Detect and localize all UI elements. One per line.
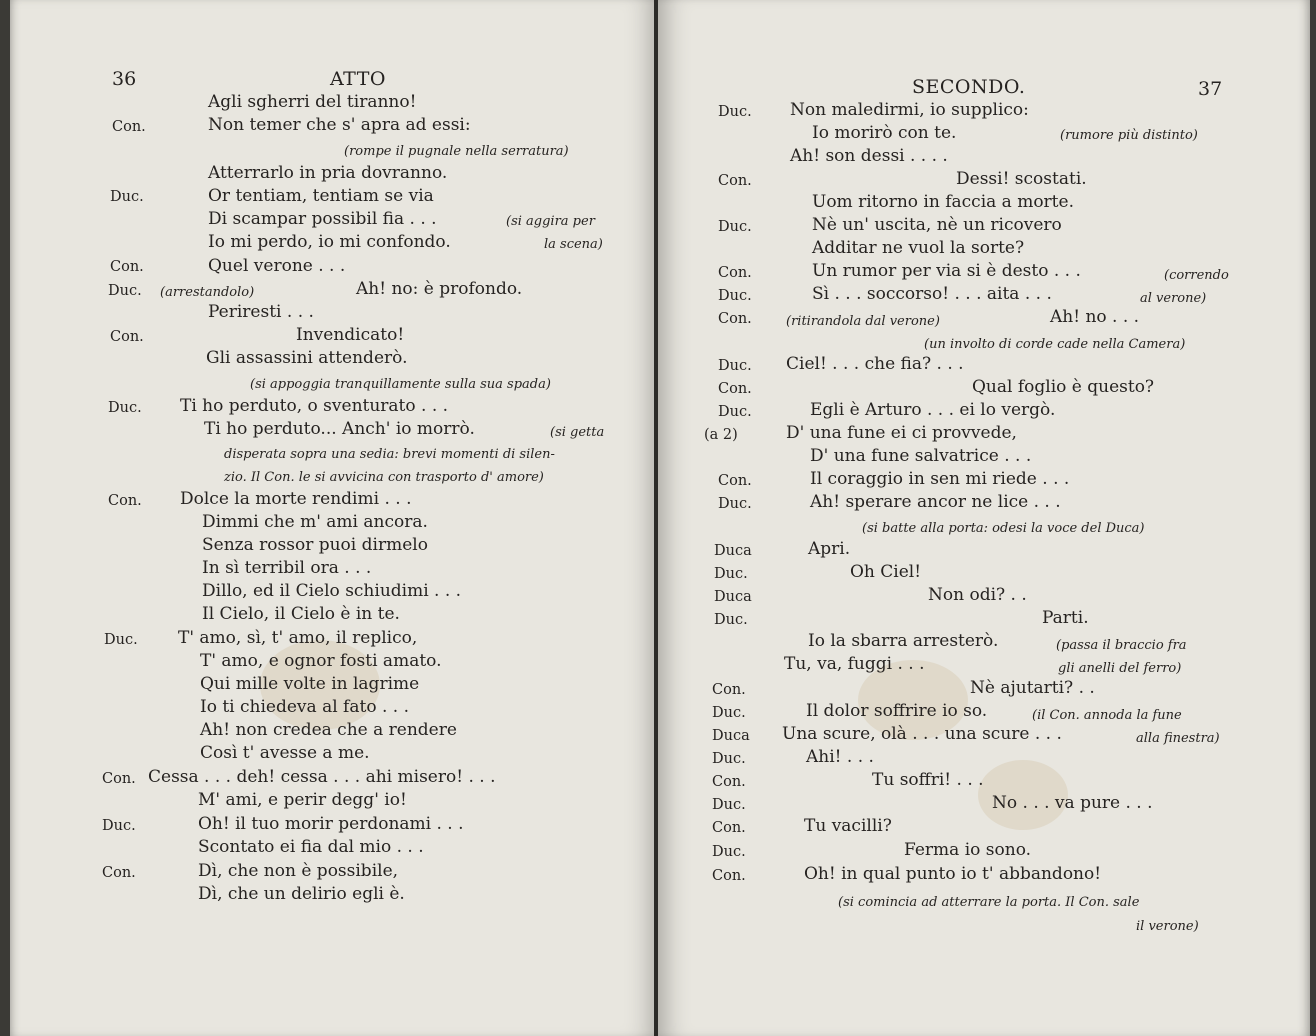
speaker-label: (a 2) (704, 427, 738, 443)
speaker-label: Duc. (712, 844, 746, 860)
line-text: Il Cielo, il Cielo è in te. (202, 604, 400, 624)
line-text: Ah! sperare ancor ne lice . . . (810, 492, 1061, 512)
line-text: Il coraggio in sen mi riede . . . (810, 469, 1070, 489)
speaker-label: Con. (110, 259, 144, 275)
speaker-label: Duc. (104, 632, 138, 648)
speaker-label: Duc. (718, 404, 752, 420)
speaker-label: Con. (718, 381, 752, 397)
speaker-label: Duc. (712, 797, 746, 813)
speaker-label: Duc. (110, 189, 144, 205)
line-text: Or tentiam, tentiam se via (208, 186, 434, 206)
line-text: Io morirò con te. (812, 123, 957, 143)
stage-direction: disperata sopra una sedia: brevi momenti di silen- (224, 447, 555, 462)
line-text: Periresti . . . (208, 302, 314, 322)
speaker-label: Duc. (718, 219, 752, 235)
line-text: No . . . va pure . . . (992, 793, 1153, 813)
stage-direction: (correndo (1164, 268, 1229, 283)
line-text: Dimmi che m' ami ancora. (202, 512, 428, 532)
stage-direction: (un involto di corde cade nella Camera) (924, 337, 1186, 352)
line-text: Cessa . . . deh! cessa . . . ahi misero! . . . (148, 767, 496, 787)
speaker-label: Duca (714, 543, 752, 559)
line-text: Quel verone . . . (208, 256, 346, 276)
line-text: Invendicato! (296, 325, 405, 345)
stage-direction: (si appoggia tranquillamente sulla sua spada) (250, 377, 551, 392)
line-text: Non temer che s' apra ad essi: (208, 115, 471, 135)
stage-direction: (si comincia ad atterrare la porta. Il Con. sale (838, 895, 1140, 910)
line-text: T' amo, e ognor fosti amato. (200, 651, 442, 671)
line-text: Ferma io sono. (904, 840, 1032, 860)
line-text: Oh! il tuo morir perdonami . . . (198, 814, 464, 834)
line-text: In sì terribil ora . . . (202, 558, 372, 578)
line-text: Uom ritorno in faccia a morte. (812, 192, 1074, 212)
line-text: Oh Ciel! (850, 562, 922, 582)
line-text: Apri. (808, 539, 851, 559)
line-text: Ah! son dessi . . . . (790, 146, 948, 166)
line-text: T' amo, sì, t' amo, il replico, (178, 628, 418, 648)
line-text: Agli sgherri del tiranno! (208, 92, 417, 112)
speaker-label: Con. (712, 820, 746, 836)
line-text: Così t' avesse a me. (200, 743, 370, 763)
line-text: Dì, che un delirio egli è. (198, 884, 405, 904)
speaker-label: Con. (712, 774, 746, 790)
line-text: Tu vacilli? (804, 816, 892, 836)
speaker-label: Con. (108, 493, 142, 509)
stage-direction: (il Con. annoda la fune (1032, 708, 1182, 723)
line-text: Dillo, ed il Cielo schiudimi . . . (202, 581, 462, 601)
stage-direction: (si getta (550, 425, 605, 440)
speaker-label: Duc. (718, 104, 752, 120)
line-text: Ah! no: è profondo. (356, 279, 523, 299)
line-text: Dolce la morte rendimi . . . (180, 489, 412, 509)
line-text: Dessi! scostati. (956, 169, 1087, 189)
line-text: Nè un' uscita, nè un ricovero (812, 215, 1062, 235)
stage-direction: (rumore più distinto) (1060, 128, 1198, 143)
line-text: Gli assassini attenderò. (206, 348, 408, 368)
speaker-label: Con. (718, 473, 752, 489)
speaker-label: Con. (102, 865, 136, 881)
stage-direction: (si aggira per (506, 214, 595, 229)
speaker-label: Con. (718, 173, 752, 189)
speaker-label: Duca (714, 589, 752, 605)
line-text: Nè ajutarti? . . (970, 678, 1095, 698)
stage-direction: (rompe il pugnale nella serratura) (344, 144, 569, 159)
speaker-label: Con. (110, 329, 144, 345)
line-text: Ti ho perduto, o sventurato . . . (180, 396, 449, 416)
running-head: SECONDO. (912, 76, 1026, 98)
speaker-label: Duc. (718, 496, 752, 512)
speaker-label: Con. (102, 771, 136, 787)
line-text: Di scampar possibil fia . . . (208, 209, 437, 229)
line-text: Parti. (1042, 608, 1089, 628)
line-text: Egli è Arturo . . . ei lo vergò. (810, 400, 1056, 420)
speaker-label: Duc. (718, 288, 752, 304)
speaker-label: Duc. (712, 751, 746, 767)
speaker-label: Duc. (712, 705, 746, 721)
line-text: Non maledirmi, io supplico: (790, 100, 1029, 120)
line-text: Sì . . . soccorso! . . . aita . . . (812, 284, 1052, 304)
line-text: Ciel! . . . che fia? . . . (786, 354, 964, 374)
line-text: Ti ho perduto... Anch' io morrò. (204, 419, 475, 439)
page-number: 37 (1198, 78, 1223, 100)
stage-direction: (arrestandolo) (160, 285, 255, 300)
line-text: Ah! no . . . (1050, 307, 1140, 327)
line-text: Io mi perdo, io mi confondo. (208, 232, 451, 252)
stage-direction: (si batte alla porta: odesi la voce del Duca) (862, 521, 1145, 536)
line-text: Un rumor per via si è desto . . . (812, 261, 1081, 281)
line-text: D' una fune ei ci provvede, (786, 423, 1017, 443)
speaker-label: Duc. (108, 400, 142, 416)
line-text: Io ti chiedeva al fato . . . (200, 697, 409, 717)
line-text: Non odi? . . (928, 585, 1027, 605)
stage-direction: gli anelli del ferro) (1058, 661, 1182, 676)
speaker-label: Con. (718, 265, 752, 281)
left-page (10, 0, 655, 1036)
stage-direction: al verone) (1140, 291, 1207, 306)
stage-direction: la scena) (544, 237, 603, 252)
right-page (658, 0, 1310, 1036)
line-text: Ah! non credea che a rendere (200, 720, 457, 740)
line-text: Qual foglio è questo? (972, 377, 1155, 397)
stage-direction: (passa il braccio fra (1056, 638, 1187, 653)
line-text: Tu, va, fuggi . . . (784, 654, 925, 674)
line-text: Oh! in qual punto io t' abbandono! (804, 864, 1102, 884)
line-text: Tu soffri! . . . (872, 770, 984, 790)
running-head: ATTO (330, 68, 386, 90)
stage-direction: alla finestra) (1136, 731, 1220, 746)
line-text: Ahi! . . . (806, 747, 874, 767)
stage-direction: il verone) (1136, 919, 1199, 934)
line-text: D' una fune salvatrice . . . (810, 446, 1032, 466)
stage-direction: zio. Il Con. le si avvicina con trasporto d' amore) (224, 470, 544, 485)
line-text: Dì, che non è possibile, (198, 861, 399, 881)
speaker-label: Duc. (108, 283, 142, 299)
speaker-label: Duc. (102, 818, 136, 834)
speaker-label: Duca (712, 728, 750, 744)
line-text: M' ami, e perir degg' io! (198, 790, 407, 810)
stage-direction: (ritirandola dal verone) (786, 314, 940, 329)
speaker-label: Con. (712, 682, 746, 698)
line-text: Una scure, olà . . . una scure . . . (782, 724, 1062, 744)
speaker-label: Con. (712, 868, 746, 884)
line-text: Scontato ei fia dal mio . . . (198, 837, 424, 857)
line-text: Atterrarlo in pria dovranno. (208, 163, 448, 183)
line-text: Qui mille volte in lagrime (200, 674, 420, 694)
speaker-label: Duc. (714, 566, 748, 582)
page-number: 36 (112, 68, 137, 90)
line-text: Additar ne vuol la sorte? (812, 238, 1025, 258)
speaker-label: Con. (718, 311, 752, 327)
speaker-label: Con. (112, 119, 146, 135)
speaker-label: Duc. (714, 612, 748, 628)
line-text: Senza rossor puoi dirmelo (202, 535, 428, 555)
line-text: Io la sbarra arresterò. (808, 631, 999, 651)
line-text: Il dolor soffrire io so. (806, 701, 988, 721)
speaker-label: Duc. (718, 358, 752, 374)
